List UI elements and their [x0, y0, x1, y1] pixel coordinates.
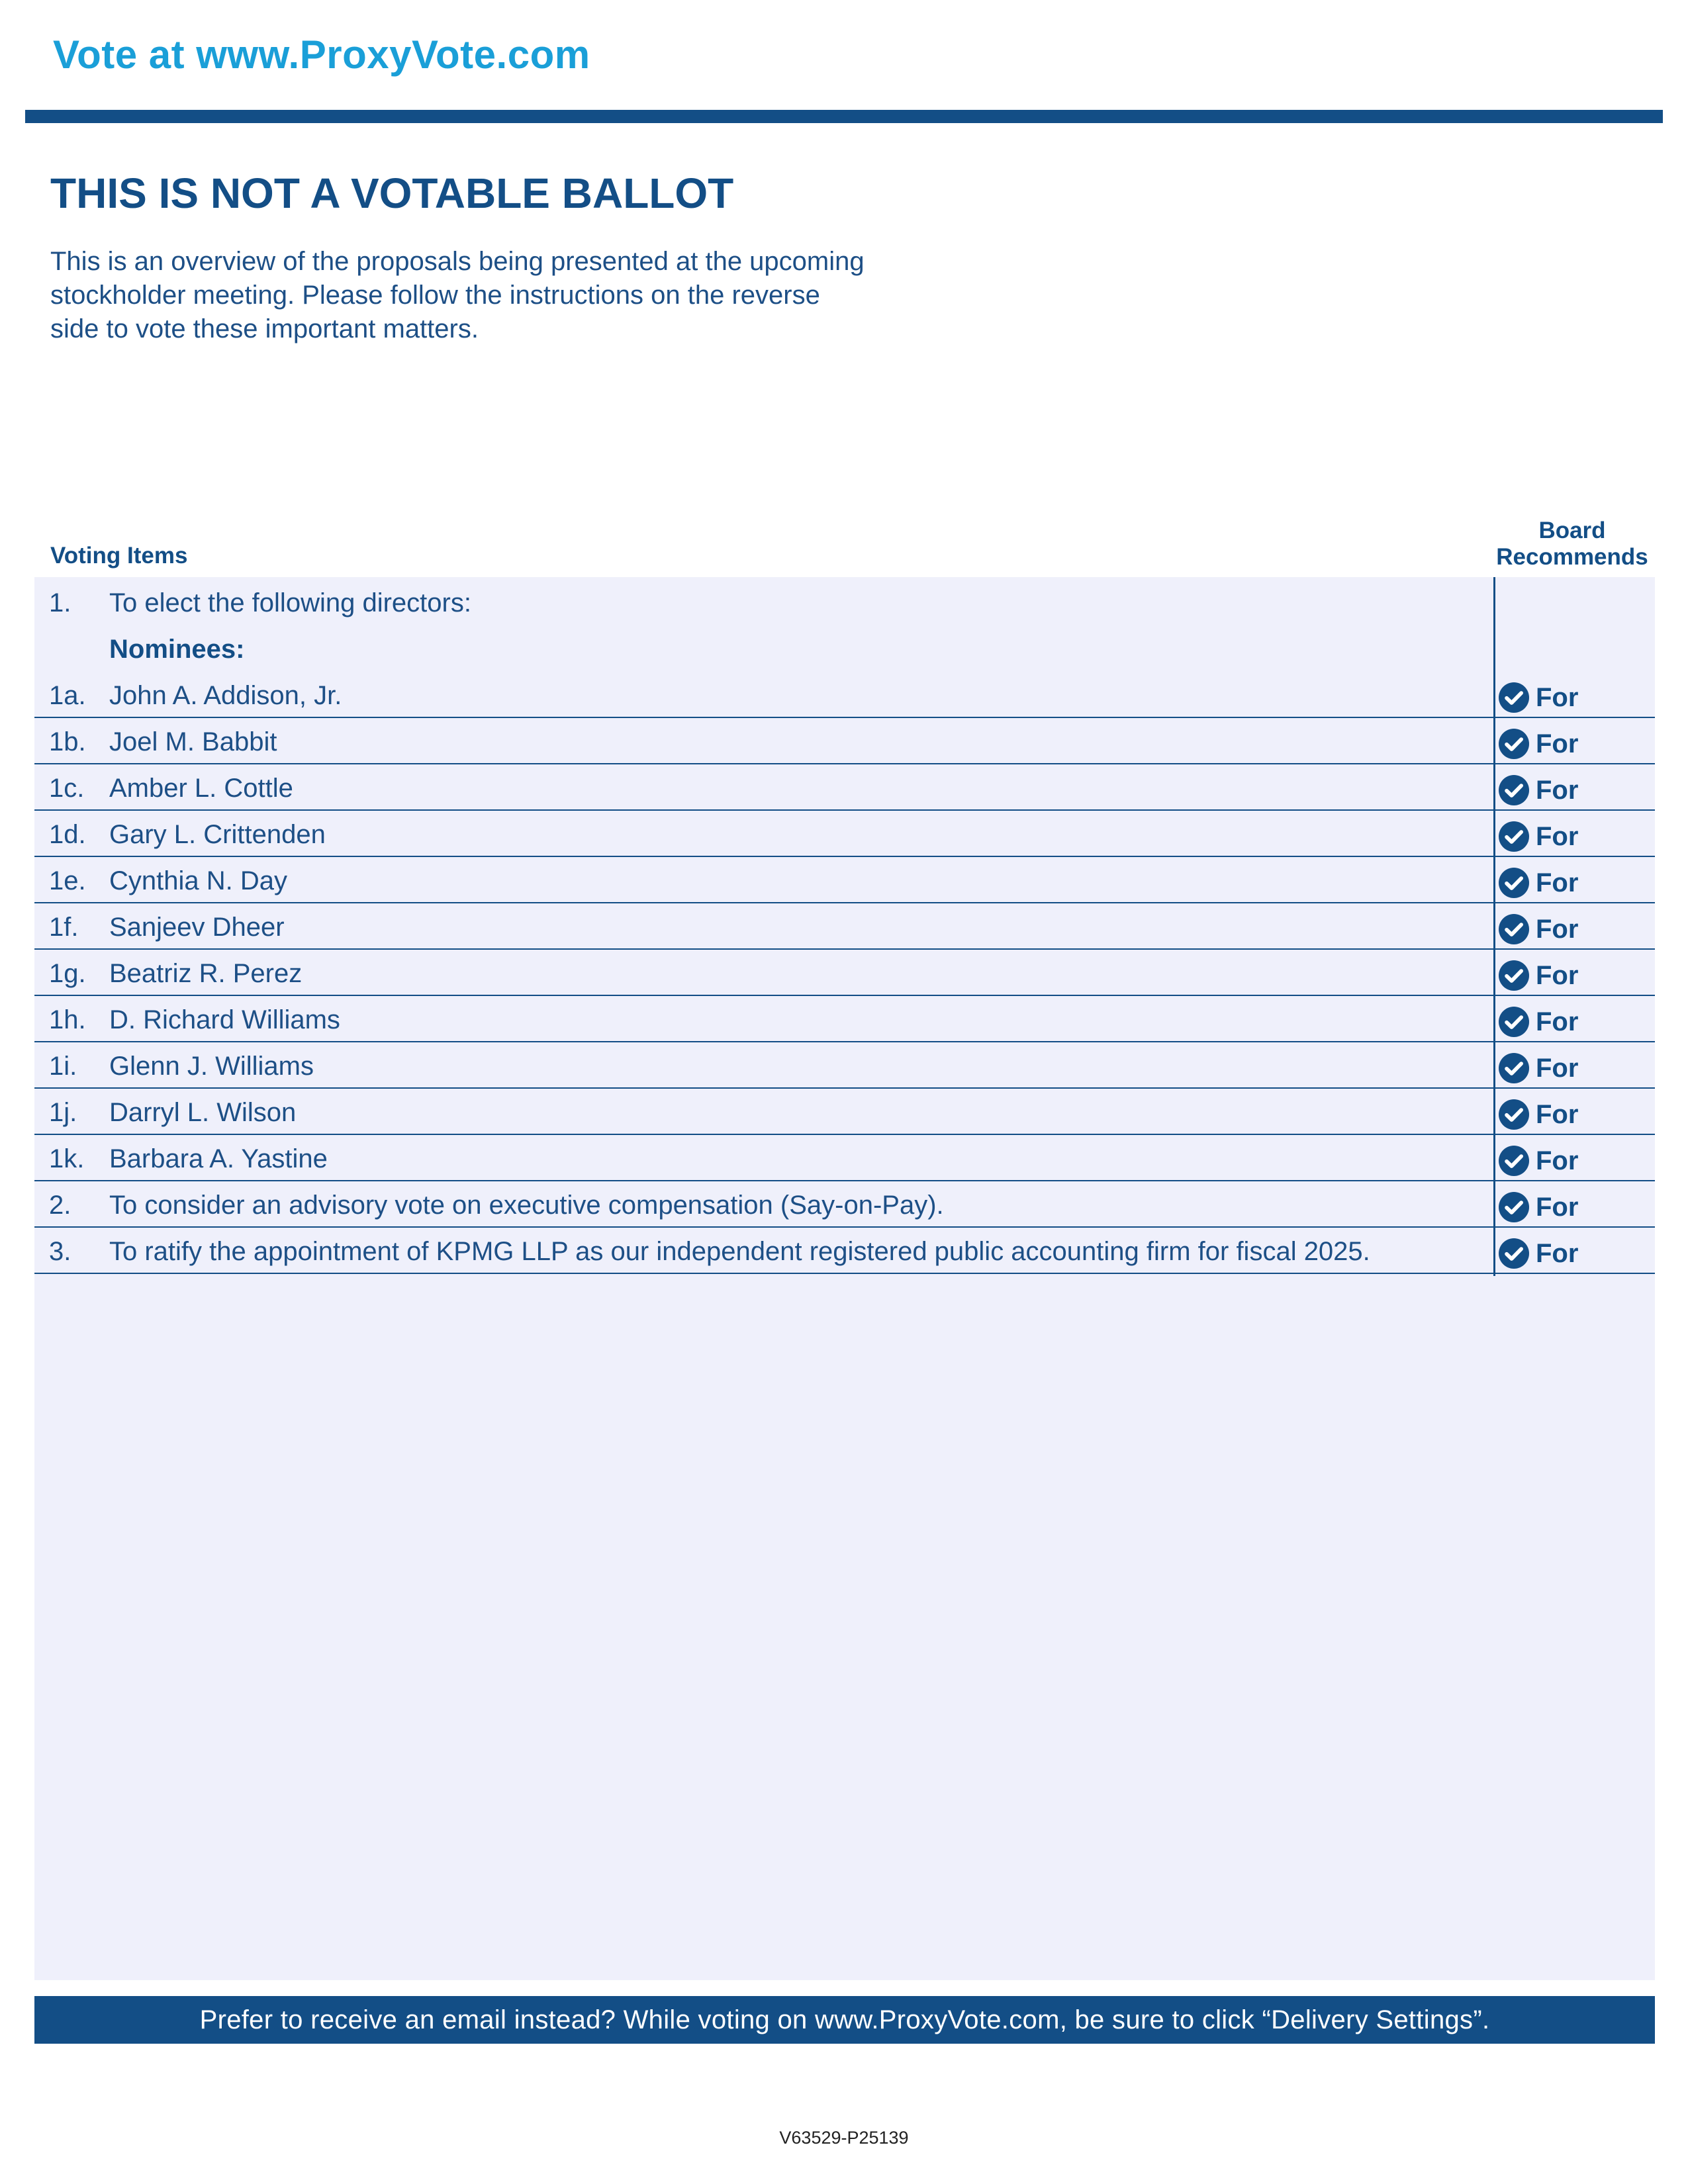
voting-item-row	[34, 579, 1655, 625]
item-text: To consider an advisory vote on executive compensation (Say-on-Pay).	[109, 1191, 944, 1220]
item-text: Gary L. Crittenden	[109, 820, 326, 849]
voting-item-row	[34, 1228, 1655, 1274]
recommendation-label: For	[1536, 1238, 1579, 1268]
check-circle-icon	[1499, 682, 1529, 713]
recommendation-label: For	[1536, 1053, 1579, 1083]
check-circle-icon	[1499, 960, 1529, 991]
voting-item-row	[34, 718, 1655, 764]
board-recommendation	[1499, 1052, 1578, 1085]
item-number: 2.	[49, 1191, 71, 1220]
board-recommendation	[1499, 1237, 1578, 1270]
vote-website-header: Vote at www.ProxyVote.com	[53, 32, 590, 77]
email-delivery-text: Prefer to receive an email instead? While voting on www.ProxyVote.com, be sure to click “Delivery Settings”.	[199, 2005, 1490, 2034]
page-title: THIS IS NOT A VOTABLE BALLOT	[50, 169, 734, 217]
document-code: V63529-P25139	[779, 2128, 909, 2148]
item-number: 1.	[49, 588, 71, 617]
item-number: 1e.	[49, 866, 86, 895]
board-recommendation	[1499, 1098, 1578, 1131]
recommendation-label: For	[1536, 821, 1579, 851]
recommendation-label: For	[1536, 1146, 1579, 1175]
voting-item-row	[34, 764, 1655, 811]
board-recommendation	[1499, 959, 1578, 992]
item-number: 1b.	[49, 727, 86, 756]
check-circle-icon	[1499, 1238, 1529, 1269]
check-circle-icon	[1499, 1007, 1529, 1037]
board-label: Board	[1538, 518, 1606, 543]
voting-item-row	[34, 1042, 1655, 1089]
recommendation-label: For	[1536, 775, 1579, 805]
item-number: 1k.	[49, 1144, 85, 1173]
check-circle-icon	[1499, 868, 1529, 898]
item-number: 3.	[49, 1237, 71, 1266]
item-number: 1h.	[49, 1005, 86, 1034]
item-text: Darryl L. Wilson	[109, 1098, 297, 1127]
voting-item-row	[34, 996, 1655, 1042]
nominees-label: Nominees:	[109, 635, 245, 664]
item-text: John A. Addison, Jr.	[109, 681, 342, 710]
voting-item-row	[34, 1089, 1655, 1135]
check-circle-icon	[1499, 1146, 1529, 1176]
header-rule	[25, 110, 1663, 123]
item-number: 1i.	[49, 1052, 77, 1081]
voting-item-row	[34, 1135, 1655, 1181]
recommendation-label: For	[1536, 1192, 1579, 1222]
check-circle-icon	[1499, 775, 1529, 805]
recommendation-label: For	[1536, 729, 1579, 758]
board-recommendation	[1499, 1144, 1578, 1177]
item-text: Barbara A. Yastine	[109, 1144, 328, 1173]
check-circle-icon	[1499, 1192, 1529, 1222]
recommendation-label: For	[1536, 1007, 1579, 1036]
recommendation-label: For	[1536, 960, 1579, 990]
voting-item-row	[34, 857, 1655, 903]
check-circle-icon	[1499, 1099, 1529, 1130]
recommendation-label: For	[1536, 868, 1579, 897]
voting-item-row	[34, 903, 1655, 950]
item-number: 1j.	[49, 1098, 77, 1127]
board-recommendation	[1499, 913, 1578, 946]
item-text: Cynthia N. Day	[109, 866, 287, 895]
item-number: 1d.	[49, 820, 86, 849]
recommendation-label: For	[1536, 1099, 1579, 1129]
check-circle-icon	[1499, 821, 1529, 852]
item-text: D. Richard Williams	[109, 1005, 340, 1034]
intro-paragraph: This is an overview of the proposals being presented at the upcoming stockholder meeting. Please follow the instructions on the reverse side to vote these important matters.	[50, 247, 865, 343]
check-circle-icon	[1499, 914, 1529, 944]
column-header-board-recommends	[1483, 518, 1662, 570]
email-delivery-banner	[34, 1996, 1655, 2044]
item-number: 1f.	[49, 913, 79, 942]
check-circle-icon	[1499, 729, 1529, 759]
board-recommendation	[1499, 1005, 1578, 1038]
item-text: Joel M. Babbit	[109, 727, 277, 756]
item-text: Glenn J. Williams	[109, 1052, 314, 1081]
recommendation-label: For	[1536, 682, 1579, 712]
board-recommendation	[1499, 774, 1578, 807]
board-recommendation	[1499, 866, 1578, 899]
board-recommendation	[1499, 1191, 1578, 1224]
voting-item-row	[34, 1181, 1655, 1228]
item-number: 1c.	[49, 774, 85, 803]
item-text: To elect the following directors:	[109, 588, 471, 617]
item-text: To ratify the appointment of KPMG LLP as our independent registered public accounting firm for fiscal 2025.	[109, 1237, 1370, 1266]
voting-item-row	[34, 672, 1655, 718]
item-text: Sanjeev Dheer	[109, 913, 285, 942]
item-text: Beatriz R. Perez	[109, 959, 303, 988]
check-circle-icon	[1499, 1053, 1529, 1083]
board-recommendation	[1499, 727, 1578, 760]
recommendation-label: For	[1536, 914, 1579, 944]
item-number: 1g.	[49, 959, 86, 988]
item-text: Amber L. Cottle	[109, 774, 293, 803]
voting-item-row	[34, 625, 1655, 672]
board-recommendation	[1499, 681, 1578, 714]
item-number: 1a.	[49, 681, 86, 710]
voting-item-row	[34, 811, 1655, 857]
column-header-voting-items: Voting Items	[50, 543, 188, 569]
voting-item-row	[34, 950, 1655, 996]
board-recommendation	[1499, 820, 1578, 853]
recommends-label: Recommends	[1496, 544, 1648, 570]
